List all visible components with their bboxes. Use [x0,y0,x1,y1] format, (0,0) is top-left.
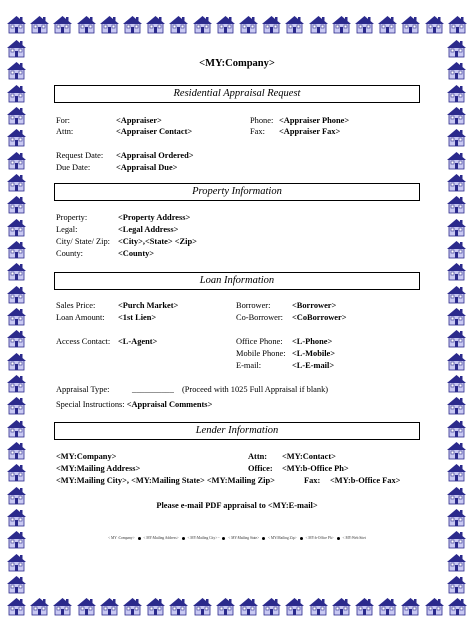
house-icon [6,127,27,147]
special-instructions-row [56,400,212,409]
sales-price-label: Sales Price: [56,301,96,310]
border-bottom [6,596,468,618]
house-icon [354,596,375,616]
house-icon [122,14,143,34]
house-icon [6,38,27,58]
bullet-icon [262,537,265,540]
house-icon [238,596,259,616]
house-icon [446,127,467,147]
house-icon [377,14,398,34]
for-row [56,116,162,125]
house-icon [6,60,27,80]
house-icon [52,596,73,616]
coborrower-row [236,313,347,322]
house-icon [446,351,467,371]
city-label: City/ State/ Zip: [56,237,110,246]
house-icon [76,14,97,34]
fax-label: Fax: [250,127,265,136]
lender-city-line: <MY:Mailing City>, <MY:Mailing State> <MY:Mailing Zip> [56,476,275,485]
fax-value: <Appraiser Fax> [279,127,341,136]
house-icon [192,596,213,616]
borrower-label: Borrower: [236,301,271,310]
house-icon [6,552,27,572]
mobile-phone-value: <L-Mobile> [292,349,336,358]
house-icon [424,596,445,616]
loan-amount-row [56,313,156,322]
lender-attn-row [248,452,336,461]
house-icon [6,194,27,214]
house-icon [215,596,236,616]
due-date-row [56,163,177,172]
loan-amount-value: <1st Lien> [118,313,157,322]
house-icon [284,14,305,34]
house-icon [446,83,467,103]
appraisal-type-label: Appraisal Type: [56,385,110,394]
house-icon [6,83,27,103]
lender-mailing-address: <MY:Mailing Address> [56,464,141,473]
access-contact-row [56,337,157,346]
lender-office-label: Office: [248,464,273,473]
house-icon [446,373,467,393]
house-icon [331,596,352,616]
house-icon [168,596,189,616]
house-icon [446,172,467,192]
footer-line [52,536,422,540]
house-icon [99,596,120,616]
appraisal-type-note: (Proceed with 1025 Full Appraisal if blank) [181,385,329,394]
city-value: <City>,<State> <Zip> [118,237,197,246]
office-phone-row [236,337,332,346]
house-icon [446,574,467,594]
house-icon [29,596,50,616]
house-icon [446,194,467,214]
house-icon [6,351,27,371]
house-icon [446,217,467,237]
sales-price-value: <Purch Market> [118,301,179,310]
email-label: E-mail: [236,361,262,370]
lender-company: <MY:Company> [56,452,117,461]
lender-attn-value: <MY:Contact> [282,452,336,461]
house-icon [99,14,120,34]
for-label: For: [56,116,70,125]
house-icon [446,328,467,348]
attn-label: Attn: [56,127,74,136]
fax-row [250,127,340,136]
house-icon [6,14,27,34]
lender-fax-row [304,476,400,485]
company-title: <MY:Company> [199,58,275,69]
section-property-banner: Property Information [54,183,420,201]
house-icon [6,440,27,460]
house-icon [424,14,445,34]
house-icon [446,38,467,58]
house-icon [145,596,166,616]
border-left [6,38,28,594]
coborrower-value: <CoBorrower> [292,313,347,322]
house-icon [238,14,259,34]
house-icon [400,596,421,616]
email-row [236,361,334,370]
house-icon [446,284,467,304]
house-icon [400,14,421,34]
lender-fax-value: <MY:b-Office Fax> [330,476,401,485]
legal-label: Legal: [56,225,78,234]
house-icon [446,418,467,438]
house-icon [446,485,467,505]
property-row [56,213,190,222]
footer-web-site: < MY:Web Sitet [342,536,366,540]
appraisal-type-blank[interactable]: __________ [132,385,174,394]
house-icon [6,172,27,192]
special-instructions-value: <Appraisal Comments> [126,400,213,409]
house-icon [446,261,467,281]
house-icon [6,529,27,549]
bullet-icon [337,537,340,540]
border-top [6,14,468,36]
access-contact-label: Access Contact: [56,337,111,346]
footer-mailing-zip: < MY:Mailing Zip> [267,536,297,540]
house-icon [308,596,329,616]
house-icon [446,105,467,125]
due-date-label: Due Date: [56,163,91,172]
house-icon [145,14,166,34]
lender-fax-label: Fax: [304,476,321,485]
house-icon [168,14,189,34]
house-icon [215,14,236,34]
house-icon [6,373,27,393]
request-date-value: <Appraisal Ordered> [116,151,194,160]
footer-office-phone: < MY:b-Office Ph> [305,536,334,540]
appraisal-request-form [52,44,422,590]
county-label: County: [56,249,83,258]
house-icon [6,150,27,170]
footer-company: < MY :Company> [108,536,135,540]
house-icon [6,306,27,326]
house-icon [261,596,282,616]
mobile-phone-label: Mobile Phone: [236,349,286,358]
email-instruction: Please e-mail PDF appraisal to <MY:E-mail> [156,501,318,510]
office-phone-label: Office Phone: [236,337,283,346]
due-date-value: <Appraisal Due> [116,163,178,172]
bullet-icon [182,537,185,540]
house-icon [6,507,27,527]
house-icon [446,60,467,80]
house-icon [6,105,27,125]
house-icon [261,14,282,34]
house-icon [6,485,27,505]
city-row [56,237,197,246]
footer-mailing-address: < MY:Mailing Address> [143,536,179,540]
house-icon [446,440,467,460]
house-icon [29,14,50,34]
house-icon [6,418,27,438]
county-value: <County> [118,249,155,258]
house-icon [6,462,27,482]
phone-label: Phone: [250,116,274,125]
property-value: <Property Address> [118,213,191,222]
phone-row [250,116,349,125]
for-value: <Appraiser> [116,116,162,125]
house-icon [76,596,97,616]
house-icon [446,552,467,572]
special-instructions-label: Special Instructions: [56,400,125,409]
phone-value: <Appraiser Phone> [279,116,350,125]
house-icon [446,395,467,415]
house-icon [6,574,27,594]
office-phone-value: <L-Phone> [292,337,333,346]
house-icon [447,596,468,616]
house-icon [6,596,27,616]
request-date-label: Request Date: [56,151,104,160]
house-icon [308,14,329,34]
footer-mailing-state: < MY:Mailing State> [228,536,260,540]
house-icon [446,529,467,549]
access-contact-value: <L-Agent> [118,337,158,346]
house-icon [6,328,27,348]
bullet-icon [300,537,303,540]
house-icon [447,14,468,34]
loan-amount-label: Loan Amount: [56,313,105,322]
bullet-icon [222,537,225,540]
house-icon [6,284,27,304]
lender-office-row [248,464,349,473]
house-icon [446,306,467,326]
house-icon [6,217,27,237]
house-icon [6,395,27,415]
section-lender-banner: Lender Information [54,422,420,440]
coborrower-label: Co-Borrower: [236,313,283,322]
house-icon [52,14,73,34]
legal-row [56,225,178,234]
property-label: Property: [56,213,88,222]
appraisal-type-row [56,385,328,394]
mobile-phone-row [236,349,335,358]
section-residential-banner: Residential Appraisal Request [54,85,420,103]
border-right [446,38,468,594]
house-icon [446,239,467,259]
footer-mailing-city: < MY:Mailing City> - [187,536,220,540]
borrower-value: <Borrower> [292,301,337,310]
email-value: <L-E-mail> [292,361,335,370]
house-icon [6,239,27,259]
house-icon [446,507,467,527]
sales-price-row [56,301,178,310]
house-icon [122,596,143,616]
house-icon [446,150,467,170]
house-icon [284,596,305,616]
house-icon [446,462,467,482]
borrower-row [236,301,336,310]
county-row [56,249,154,258]
house-icon [6,261,27,281]
request-date-row [56,151,194,160]
lender-attn-label: Attn: [248,452,268,461]
house-icon [331,14,352,34]
house-icon [192,14,213,34]
legal-value: <Legal Address> [118,225,179,234]
section-loan-banner: Loan Information [54,272,420,290]
house-icon [377,596,398,616]
house-icon [354,14,375,34]
attn-row [56,127,192,136]
lender-office-value: <MY:b-Office Ph> [282,464,349,473]
bullet-icon [138,537,141,540]
attn-value: <Appraiser Contact> [116,127,193,136]
